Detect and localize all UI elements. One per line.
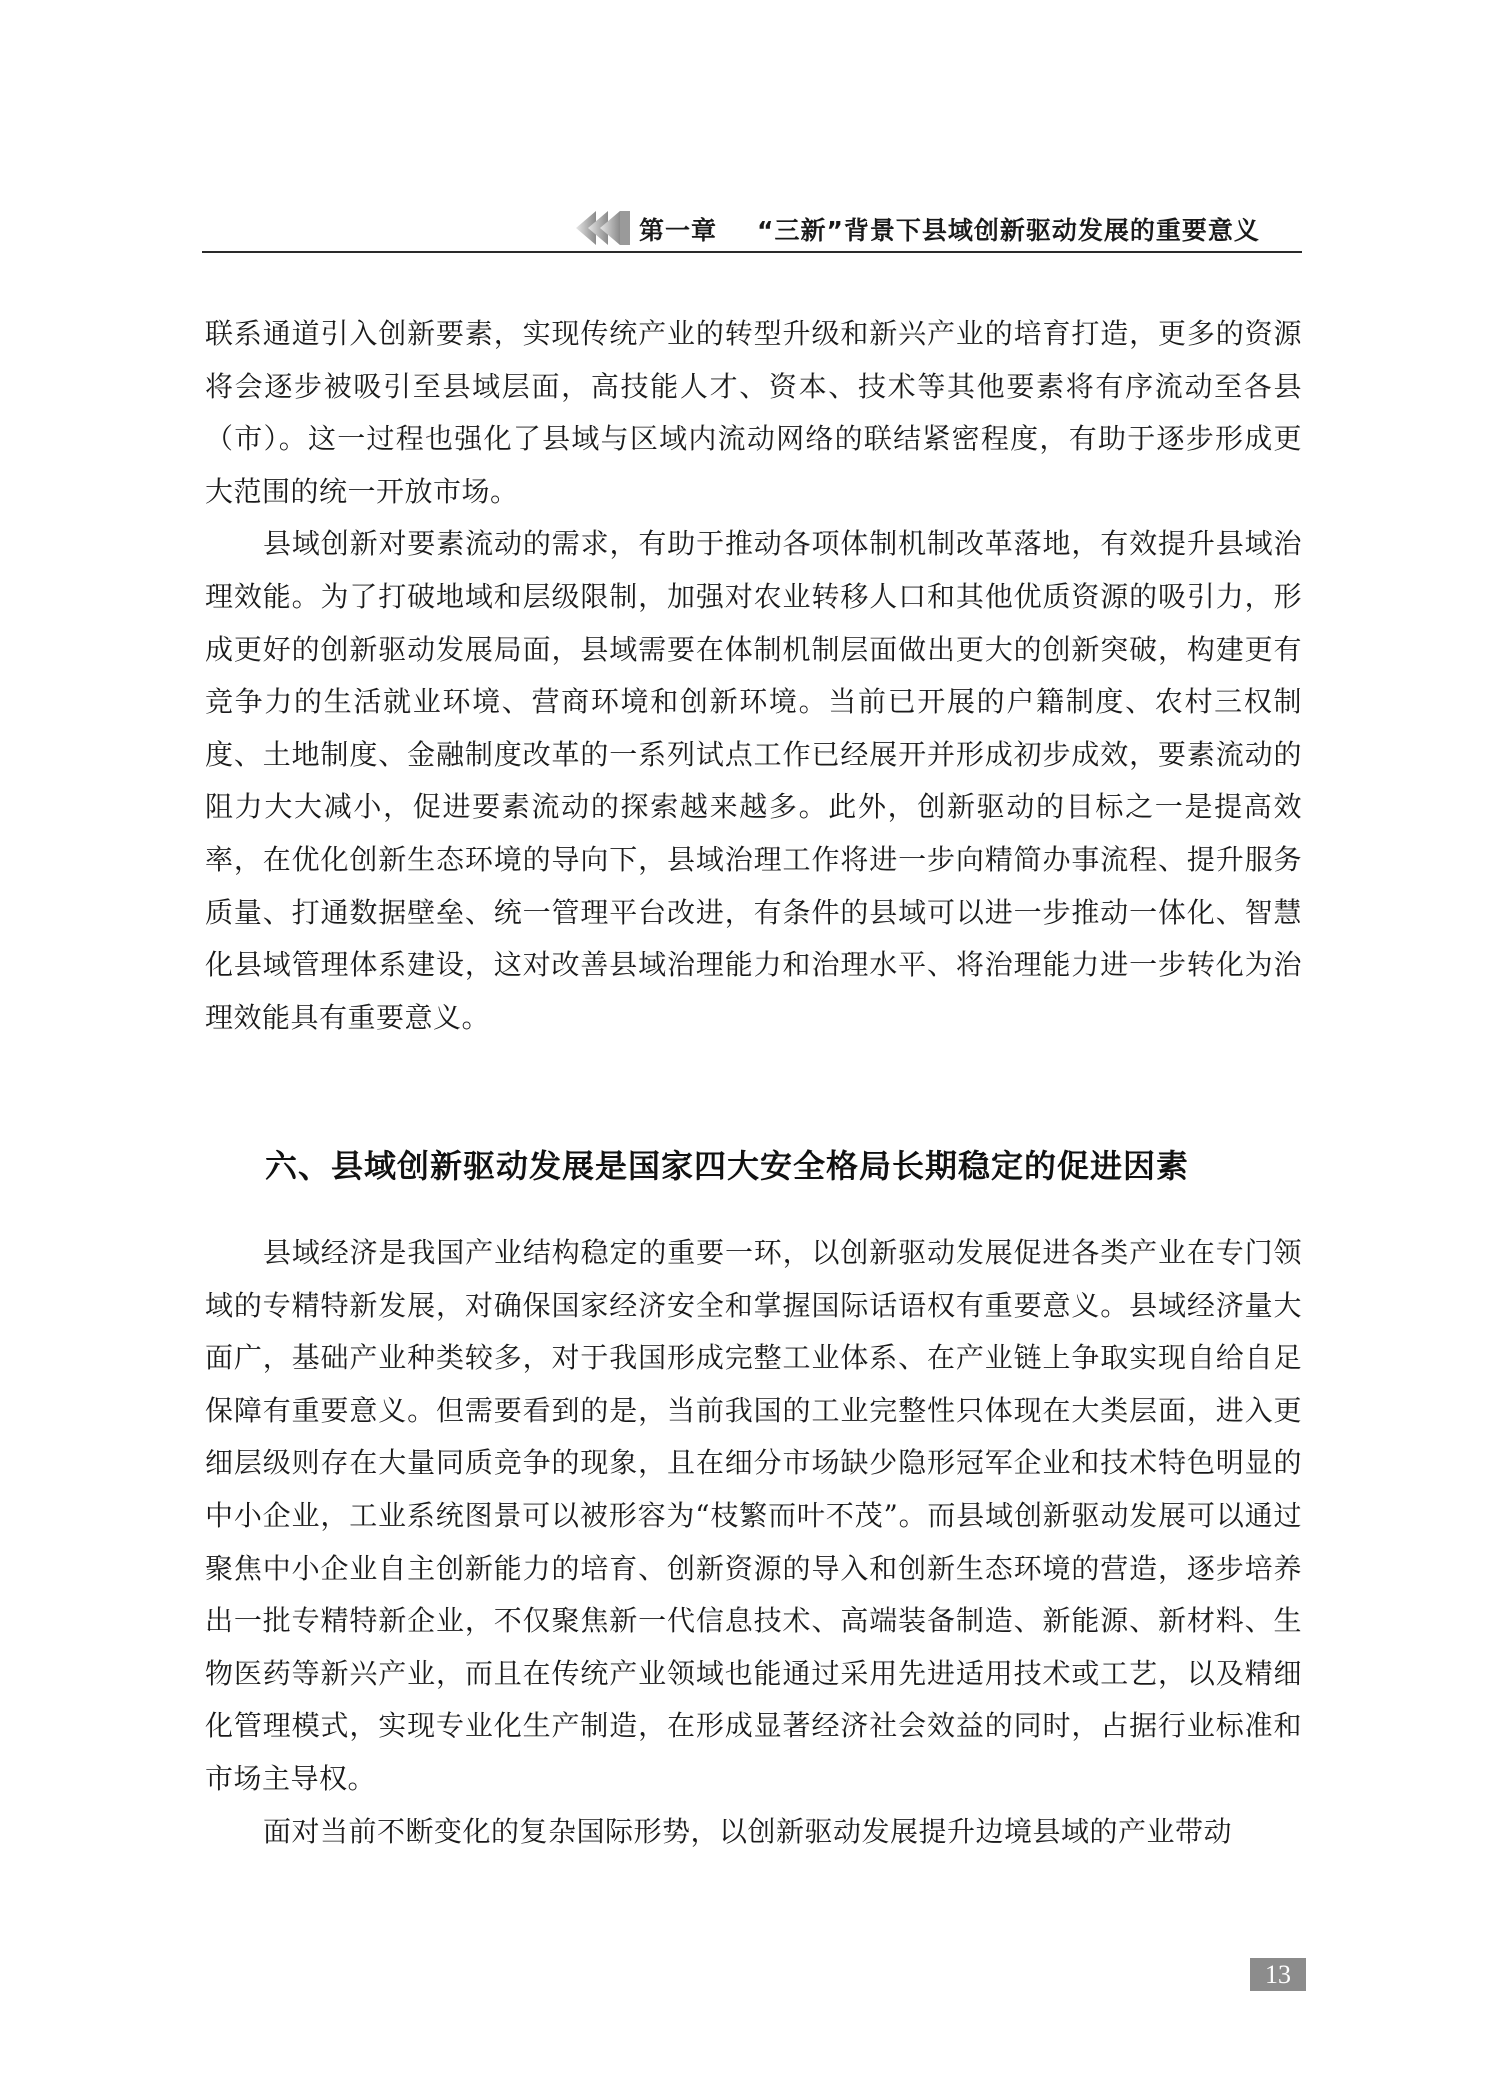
body-text-bottom bbox=[205, 1227, 1302, 1858]
section-heading: 六、县域创新驱动发展是国家四大安全格局长期稳定的促进因素 bbox=[265, 1147, 1190, 1185]
body-text-top bbox=[205, 308, 1302, 1044]
page-number: 13 bbox=[1250, 1958, 1306, 1991]
paragraph: 面对当前不断变化的复杂国际形势，以创新驱动发展提升边境县域的产业带动 bbox=[263, 1814, 1233, 1848]
chapter-title: “三新”背景下县域创新驱动发展的重要意义 bbox=[757, 216, 1260, 245]
paragraph: 联系通道引入创新要素，实现传统产业的转型升级和新兴产业的培育打造，更多的资源将会逐步被吸引至县域层面，高技能人才、资本、技术等其他要素将有序流动至各县（市）。这一过程也强化了县域与区域内流动网络的联结紧密程度，有助于逐步形成更大范围的统一开放市场。 bbox=[205, 317, 1302, 508]
running-header bbox=[202, 205, 1302, 253]
chapter-label: 第一章 bbox=[639, 216, 718, 245]
paragraph: 县域创新对要素流动的需求，有助于推动各项体制机制改革落地，有效提升县域治理效能。为了打破地域和层级限制，加强对农业转移人口和其他优质资源的吸引力，形成更好的创新驱动发展局面，县域需要在体制机制层面做出更大的创新突破，构建更有竞争力的生活就业环境、营商环境和创新环境。当前已开展的户籍制度、农村三权制度、土地制度、金融制度改革的一系列试点工作已经展开并形成初步成效，要素流动的阻力大大减小，促进要素流动的探索越来越多。此外，创新驱动的目标之一是提高效率，在优化创新生态环境的导向下，县域治理工作将进一步向精简办事流程、提升服务质量、打通数据壁垒、统一管理平台改进，有条件的县域可以进一步推动一体化、智慧化县域管理体系建设，这对改善县域治理能力和治理水平、将治理能力进一步转化为治理效能具有重要意义。 bbox=[205, 527, 1302, 1034]
chevron-left-icon bbox=[574, 209, 630, 247]
header-rule bbox=[202, 251, 1302, 253]
paragraph: 县域经济是我国产业结构稳定的重要一环，以创新驱动发展促进各类产业在专门领域的专精特新发展，对确保国家经济安全和掌握国际话语权有重要意义。县域经济量大面广，基础产业种类较多，对于我国形成完整工业体系、在产业链上争取实现自给自足保障有重要意义。但需要看到的是，当前我国的工业完整性只体现在大类层面，进入更细层级则存在大量同质竞争的现象，且在细分市场缺少隐形冠军企业和技术特色明显的中小企业，工业系统图景可以被形容为“枝繁而叶不茂”。而县域创新驱动发展可以通过聚焦中小企业自主创新能力的培育、创新资源的导入和创新生态环境的营造，逐步培养出一批专精特新企业，不仅聚焦新一代信息技术、高端装备制造、新能源、新材料、生物医药等新兴产业，而且在传统产业领域也能通过采用先进适用技术或工艺，以及精细化管理模式，实现专业化生产制造，在形成显著经济社会效益的同时，占据行业标准和市场主导权。 bbox=[205, 1236, 1302, 1795]
running-header-title bbox=[639, 211, 1260, 247]
